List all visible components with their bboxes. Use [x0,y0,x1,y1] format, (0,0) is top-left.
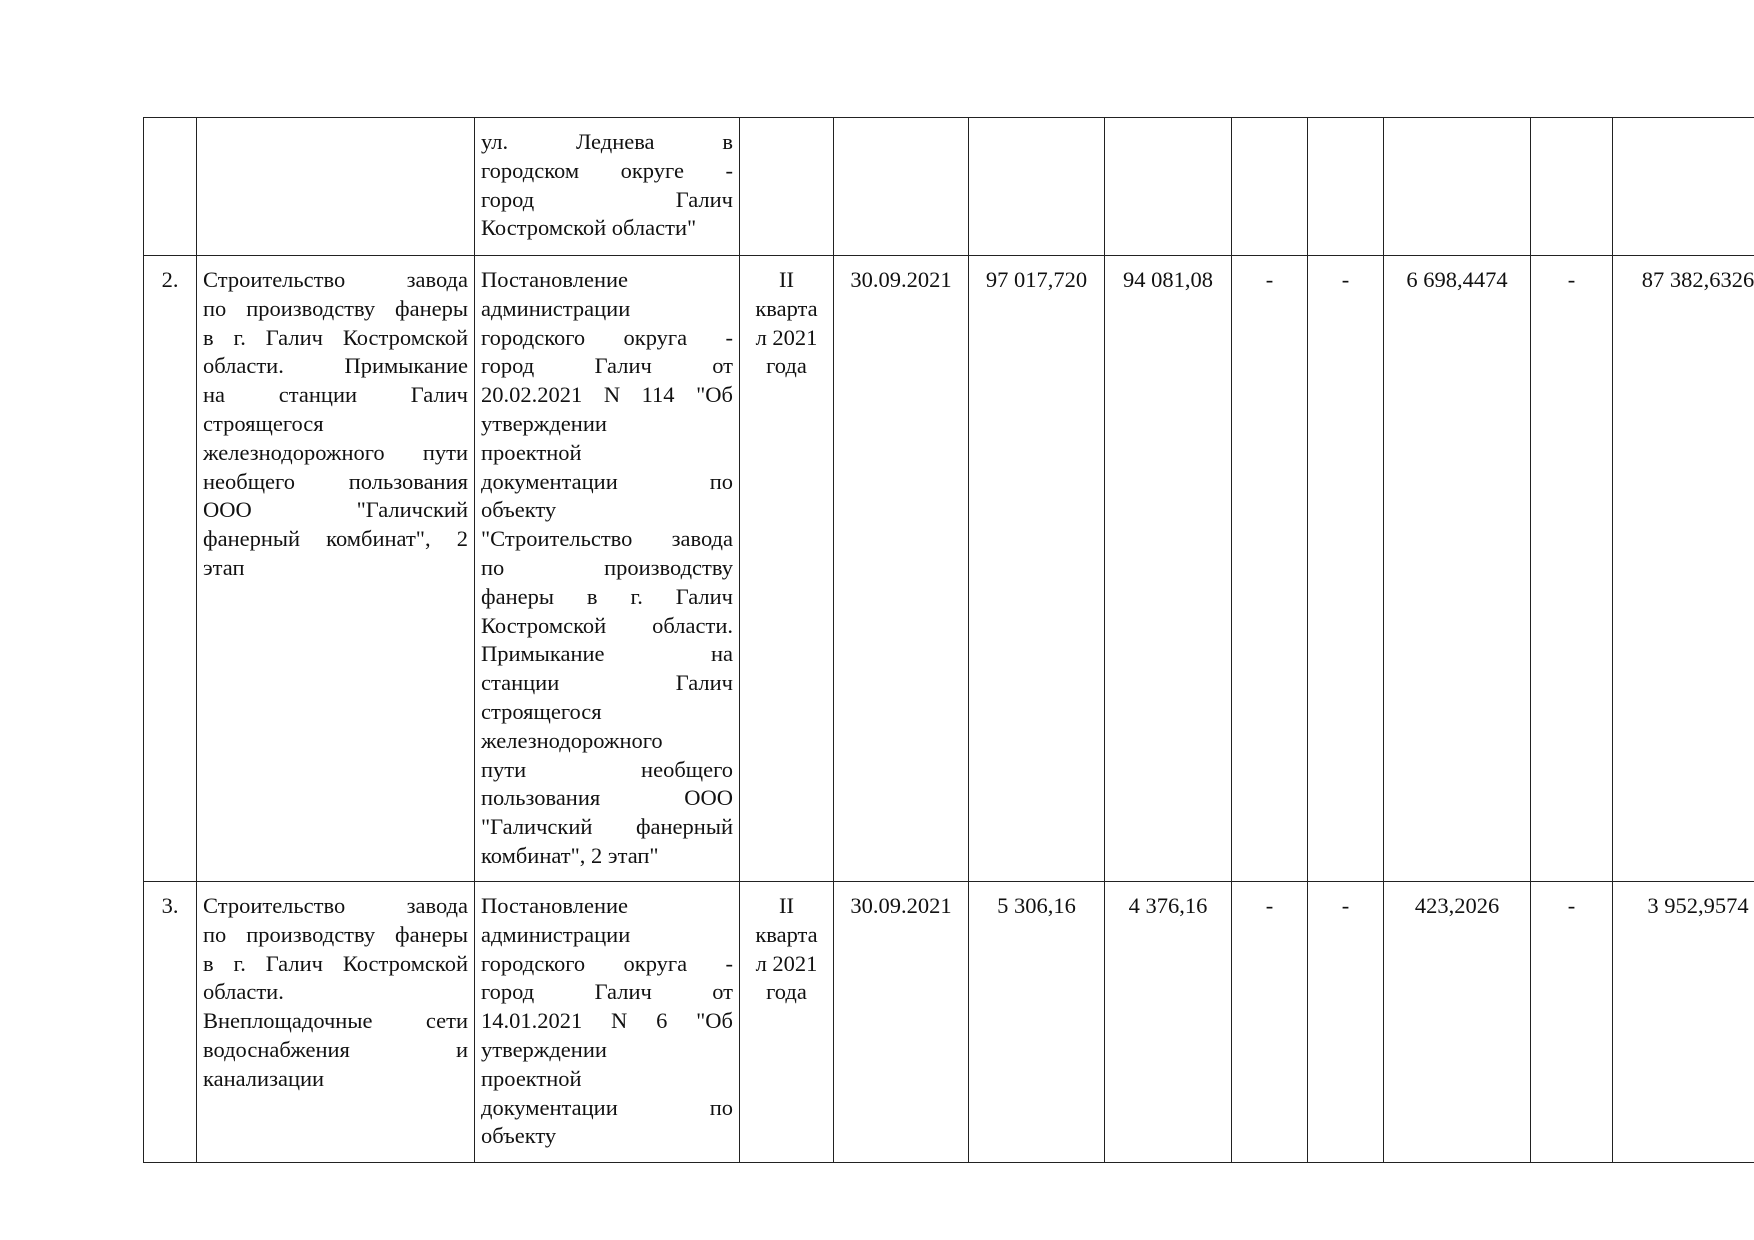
text-line: утверждении [481,1036,607,1062]
text-line: ООО "Галичский [203,497,468,523]
value-cell: 4 376,16 [1105,882,1232,1163]
object-name-cell [197,256,475,882]
period-line: л 2021 [755,950,818,976]
document-cell [475,118,740,256]
value-cell: - [1531,256,1613,882]
value-cell: 5 306,16 [969,882,1105,1163]
text-line: Костромской области" [481,215,697,241]
text-line: администрации [481,921,631,947]
text-line: 14.01.2021 N 6 "Об [481,1008,733,1034]
text-line: "Галичский фанерный [481,814,733,840]
text-line: Постановление [481,267,629,292]
value-cell: 3 952,9574 [1613,882,1754,1163]
text-line: комбинат", 2 этап" [481,842,659,868]
value-cell [969,118,1105,256]
text-line: документации по [481,468,733,494]
text-line: пользования ООО [481,785,733,811]
objects-table [143,117,1754,1163]
value-cell: 87 382,6326 [1613,256,1754,882]
period-line: II [779,893,794,918]
text-line: город Галич от [481,353,733,379]
value-cell [1308,118,1384,256]
table-row [144,118,1754,256]
text-line: по производству фанеры [203,295,468,321]
text-line: в г. Галич Костромской [203,950,468,976]
text-line: Постановление [481,893,629,918]
value-cell [1613,118,1754,256]
date-cell [834,118,969,256]
text-line: объекту [481,497,557,523]
text-line: проектной [481,439,582,465]
text-line: области. [203,979,284,1005]
table-row [144,256,1754,882]
value-cell [1105,118,1232,256]
text-line: строящегося [203,410,324,436]
row-number: 3. [144,882,197,1163]
text-line: ул. Леднева в [481,129,733,154]
text-line: этап [203,554,245,580]
text-line: 20.02.2021 N 114 "Об [481,382,733,408]
text-line: город Галич от [481,979,733,1005]
text-line: "Строительство завода [481,526,733,552]
text-line: Костромской области. [481,612,733,638]
text-line: утверждении [481,410,607,436]
value-cell: - [1308,256,1384,882]
value-cell: - [1232,256,1308,882]
text-line: Примыкание на [481,641,733,667]
value-cell: 6 698,4474 [1384,256,1531,882]
text-line: администрации [481,295,631,321]
document-cell [475,256,740,882]
text-line: строящегося [481,698,602,724]
period-line: кварта [755,295,818,321]
text-line: проектной [481,1065,582,1091]
date-cell: 30.09.2021 [834,256,969,882]
period-line: года [766,979,807,1005]
row-number [144,118,197,256]
document-page [143,117,1754,1163]
value-cell: 423,2026 [1384,882,1531,1163]
value-cell [1384,118,1531,256]
object-name-cell [197,118,475,256]
text-line: на станции Галич [203,382,468,408]
period-line: кварта [755,921,818,947]
table-row [144,882,1754,1163]
text-line: станции Галич [481,670,733,696]
text-line: канализации [203,1065,325,1091]
text-line: городского округа - [481,324,733,350]
text-line: железнодорожного [481,727,663,753]
date-cell: 30.09.2021 [834,882,969,1163]
document-cell [475,882,740,1163]
text-line: Строительство завода [203,267,468,292]
text-line: железнодорожного пути [203,439,468,465]
text-line: в г. Галич Костромской [203,324,468,350]
text-line: водоснабжения и [203,1036,468,1062]
period-cell [740,118,834,256]
text-line: по производству фанеры [203,921,468,947]
text-line: объекту [481,1123,557,1149]
value-cell [1232,118,1308,256]
row-number: 2. [144,256,197,882]
value-cell: - [1308,882,1384,1163]
text-line: документации по [481,1094,733,1120]
period-line: года [766,353,807,379]
value-cell: - [1232,882,1308,1163]
text-line: необщего пользования [203,468,468,494]
value-cell [1531,118,1613,256]
object-name-cell [197,882,475,1163]
text-line: город Галич [481,186,733,212]
text-line: городского округа - [481,950,733,976]
text-line: Внеплощадочные сети [203,1008,468,1034]
value-cell: - [1531,882,1613,1163]
text-line: Строительство завода [203,893,468,918]
text-line: по производству [481,554,733,580]
period-cell [740,256,834,882]
text-line: области. Примыкание [203,353,468,379]
period-line: л 2021 [755,324,818,350]
table-body [144,118,1754,1163]
text-line: фанерный комбинат", 2 [203,526,468,552]
text-line: городском округе - [481,157,733,183]
period-cell [740,882,834,1163]
text-line: пути необщего [481,756,733,782]
period-line: II [779,267,794,292]
text-line: фанеры в г. Галич [481,583,733,609]
value-cell: 97 017,720 [969,256,1105,882]
value-cell: 94 081,08 [1105,256,1232,882]
